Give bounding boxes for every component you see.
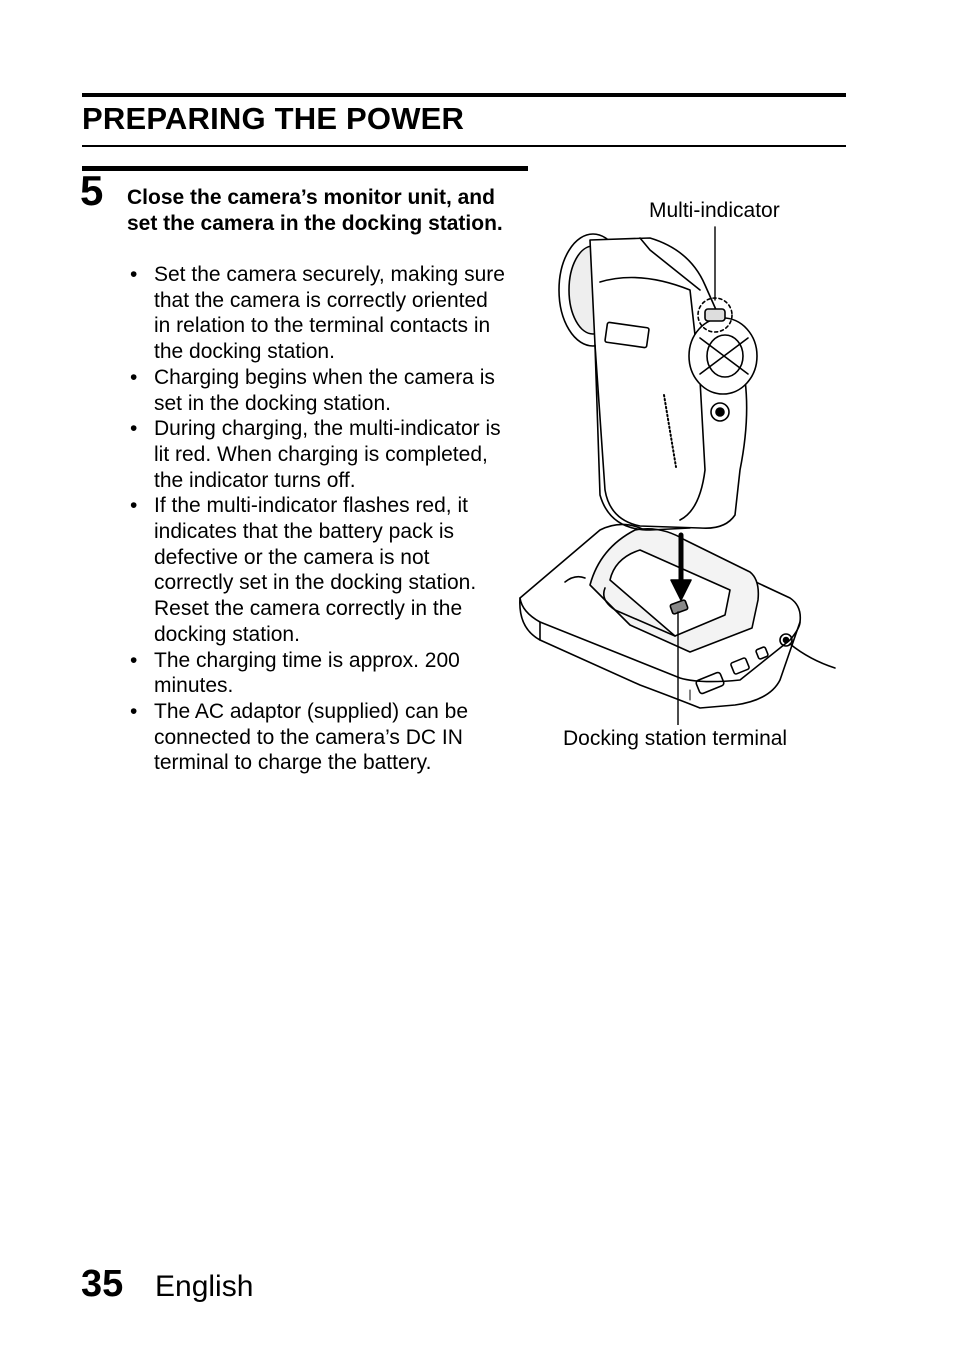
instruction-list	[127, 262, 507, 776]
camera-docking-illustration	[515, 195, 845, 725]
bullet-icon: •	[130, 699, 138, 723]
bullet-icon: •	[130, 494, 138, 518]
page-language: English	[155, 1270, 254, 1303]
page-number: 35	[81, 1263, 124, 1305]
step-number: 5	[80, 167, 104, 214]
list-item: • The charging time is approx. 200 minutes.	[130, 648, 460, 698]
step-rule	[82, 166, 528, 171]
bullet-icon: •	[130, 263, 138, 286]
multi-indicator-label: Multi-indicator	[649, 199, 780, 222]
bullet-icon: •	[130, 648, 138, 672]
bullet-icon: •	[130, 417, 138, 441]
list-item: • Set the camera securely, making sure that the camera is correctly oriented in relation to the terminal contacts in the docking station.	[130, 263, 505, 364]
page-title: PREPARING THE POWER	[82, 101, 465, 136]
header-bottom-rule	[82, 145, 846, 147]
docking-terminal-label: Docking station terminal	[563, 727, 788, 750]
list-item: • Charging begins when the camera is set in the docking station.	[130, 365, 495, 415]
list-item: • During charging, the multi-indicator is lit red. When charging is completed, the indicator turns off.	[130, 417, 501, 492]
list-item: • If the multi-indicator flashes red, it indicates that the battery pack is defective or the camera is not correctly set in the docking station. Reset the camera correctly in the docking station.	[130, 494, 477, 646]
list-item: • The AC adaptor (supplied) can be connected to the camera’s DC IN terminal to charge the battery.	[130, 699, 469, 775]
camera-icon	[559, 234, 757, 530]
step-heading: Close the camera’s monitor unit, and set the camera in the docking station.	[127, 186, 503, 235]
header-top-rule	[82, 93, 846, 97]
bullet-icon: •	[130, 365, 138, 389]
